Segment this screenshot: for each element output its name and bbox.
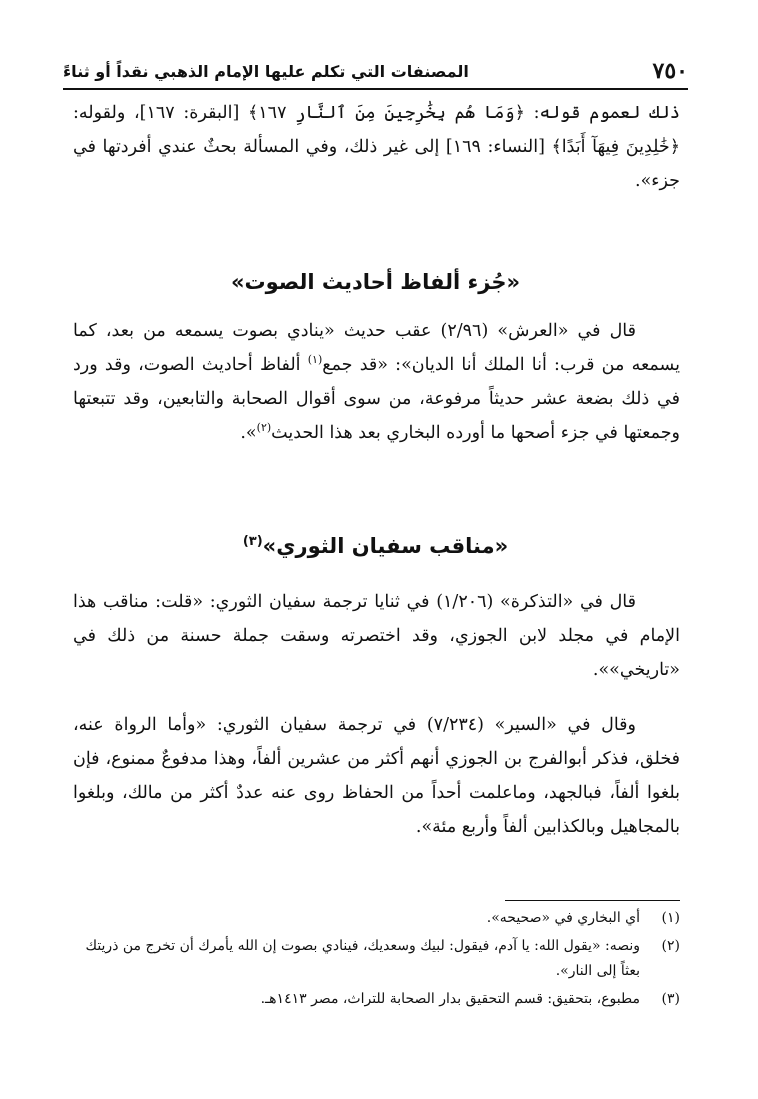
footnote-number: (٢) <box>661 938 680 954</box>
page-header <box>63 56 688 90</box>
intro-paragraph-text: ذلك لعموم قوله: ﴿وَمَا هُم بِخَٰرِجِينَ مِنَ ٱلنَّارِ ١٦٧﴾ [البقرة: ١٦٧]، ولقوله: ﴿خَٰلِدِينَ فِيهَآ أَبَدًا﴾ [النساء: ١٦٩] إلى غير ذلك، وفي المسألة بحثٌ عندي أفردتها في جزء». <box>73 103 680 191</box>
section1-text-a: قال في «العرش» (٢/٩٦) عقب حديث «ينادي بصوت يسمعه من بعد، كما يسمعه من قرب: أنا الملك أنا الديان»: «قد جمع <box>73 321 681 375</box>
intro-paragraph <box>73 96 680 198</box>
footnote-1 <box>73 906 680 931</box>
section1-paragraph <box>73 314 680 450</box>
section1-text-b: ألفاظ أحاديث الصوت، وقد ورد في ذلك بضعة عشر حديثاً مرفوعة، من سوى أقوال الصحابة والتابعين، وقد تتبعتها وجمعتها في جزء أصحها ما أورده البخاري بعد هذا الحديث <box>73 355 680 443</box>
footnote-ref-1[interactable]: (١) <box>307 353 323 367</box>
section-title-sound-hadiths: «جُزء ألفاظ أحاديث الصوت» <box>230 270 521 294</box>
footnote-text: مطبوع، بتحقيق: قسم التحقيق بدار الصحابة للتراث، مصر ١٤١٣هـ. <box>260 991 640 1007</box>
footnote-2 <box>73 934 680 984</box>
footnote-text: أي البخاري في «صحيحه». <box>486 910 640 926</box>
footnote-text: ونصه: «يقول الله: يا آدم، فيقول: لبيك وسعديك، فينادي بصوت إن الله يأمرك أن تخرج من ذريتك بعثاً إلى النار». <box>85 938 640 979</box>
footnote-ref-2[interactable]: (٢) <box>256 421 272 435</box>
footnote-3 <box>73 987 680 1012</box>
section2-paragraph-1: قال في «التذكرة» (١/٢٠٦) في ثنايا ترجمة سفيان الثوري: «قلت: مناقب هذا الإمام في مجلد لابن الجوزي، وقد اختصرته وسقت جملة حسنة من ذلك في «تاريخي»». <box>73 592 680 680</box>
section2-paragraph-2: وقال في «السير» (٧/٢٣٤) في ترجمة سفيان الثوري: «وأما الرواة عنه، فخلق، فذكر أبوالفرج بن الجوزي أنهم أكثر من عشرين ألفاً، وهذا مدفوعٌ ممنوع، فإن بلغوا ألفاً، فبالجهد، وماعلمت أحداً من الحفاظ روى عنه عددٌ أكثر من مالك، وبلغوا بالمجاهيل وبالكذابين ألفاً وأربع مئة». <box>73 715 680 837</box>
footnotes <box>73 906 680 1012</box>
footnote-ref-3[interactable]: (٣) <box>242 534 263 549</box>
section2-title-text: «مناقب سفيان الثوري» <box>262 534 509 558</box>
footnote-number: (٣) <box>661 991 680 1007</box>
page-number: ٧٥٠ <box>652 58 688 84</box>
footnote-divider <box>505 900 680 901</box>
footnote-number: (١) <box>661 910 680 926</box>
section1-text-c: ». <box>240 423 257 443</box>
section-title-sufyan <box>63 534 688 558</box>
running-title: المصنفات التي تكلم عليها الإمام الذهبي نقداً أو ثناءً <box>63 62 469 81</box>
